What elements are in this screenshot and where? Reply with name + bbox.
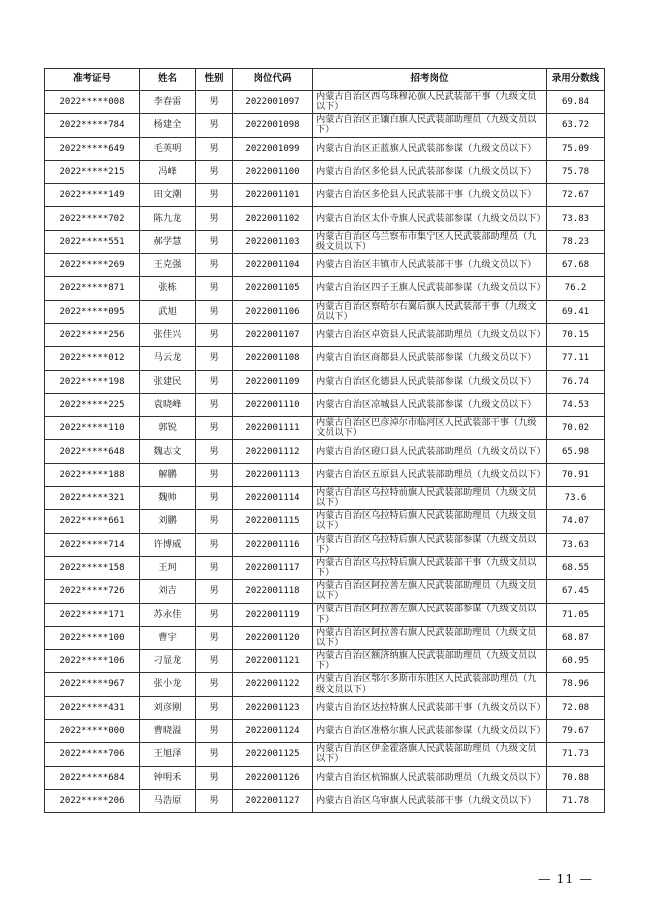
cell-post: 内蒙古自治区四子王旗人民武装部参谋（九级文员以下）	[313, 277, 547, 300]
cell-post-code: 2022001107	[233, 323, 313, 346]
cell-sex: 男	[196, 720, 233, 743]
cell-post: 内蒙古自治区卓资县人民武装部助理员（九级文员以下）	[313, 323, 547, 346]
cell-post-code: 2022001106	[233, 300, 313, 323]
cell-score: 68.55	[547, 556, 605, 579]
cell-sex: 男	[196, 487, 233, 510]
cell-score: 70.15	[547, 323, 605, 346]
cell-exam-id: 2022*****702	[45, 207, 140, 230]
cell-sex: 男	[196, 184, 233, 207]
cell-post: 内蒙古自治区阿拉善左旗人民武装部参谋（九级文员以下）	[313, 603, 547, 626]
cell-name: 陈九龙	[140, 207, 196, 230]
cell-post: 内蒙古自治区乌拉特后旗人民武装部干事（九级文员以下）	[313, 556, 547, 579]
cell-score: 71.05	[547, 603, 605, 626]
cell-post: 内蒙古自治区额济纳旗人民武装部助理员（九级文员以下）	[313, 650, 547, 673]
cell-sex: 男	[196, 696, 233, 719]
table-row	[45, 370, 605, 393]
cell-sex: 男	[196, 789, 233, 812]
cell-score: 78.96	[547, 673, 605, 696]
cell-exam-id: 2022*****649	[45, 137, 140, 160]
cell-post: 内蒙古自治区乌拉特前旗人民武装部助理员（九级文员以下）	[313, 487, 547, 510]
cell-post: 内蒙古自治区磴口县人民武装部助理员（九级文员以下）	[313, 440, 547, 463]
cell-post: 内蒙古自治区西乌珠穆沁旗人民武装部干事（九级文员以下）	[313, 91, 547, 114]
cell-post-code: 2022001122	[233, 673, 313, 696]
table-row	[45, 673, 605, 696]
cell-score: 79.67	[547, 720, 605, 743]
cell-exam-id: 2022*****206	[45, 789, 140, 812]
cell-name: 郭锐	[140, 417, 196, 440]
cell-post-code: 2022001118	[233, 580, 313, 603]
cell-post: 内蒙古自治区鄂尔多斯市东胜区人民武装部助理员（九级文员以下）	[313, 673, 547, 696]
cell-exam-id: 2022*****648	[45, 440, 140, 463]
cell-post-code: 2022001108	[233, 347, 313, 370]
cell-name: 杨建全	[140, 114, 196, 137]
table-row	[45, 463, 605, 486]
cell-sex: 男	[196, 463, 233, 486]
cell-post-code: 2022001104	[233, 254, 313, 277]
cell-sex: 男	[196, 347, 233, 370]
cell-post-code: 2022001117	[233, 556, 313, 579]
cell-sex: 男	[196, 254, 233, 277]
cell-score: 71.78	[547, 789, 605, 812]
cell-score: 69.84	[547, 91, 605, 114]
cell-name: 张佳兴	[140, 323, 196, 346]
cell-post-code: 2022001101	[233, 184, 313, 207]
cell-exam-id: 2022*****225	[45, 393, 140, 416]
cell-score: 71.73	[547, 743, 605, 766]
cell-sex: 男	[196, 393, 233, 416]
cell-post: 内蒙古自治区五原县人民武装部助理员（九级文员以下）	[313, 463, 547, 486]
cell-exam-id: 2022*****000	[45, 720, 140, 743]
cell-post-code: 2022001098	[233, 114, 313, 137]
cell-score: 70.91	[547, 463, 605, 486]
cell-exam-id: 2022*****008	[45, 91, 140, 114]
cell-name: 毛英明	[140, 137, 196, 160]
cell-exam-id: 2022*****110	[45, 417, 140, 440]
cell-post: 内蒙古自治区杭锦旗人民武装部助理员（九级文员以下）	[313, 766, 547, 789]
cell-name: 曹宇	[140, 626, 196, 649]
cell-post-code: 2022001114	[233, 487, 313, 510]
cell-name: 刁显龙	[140, 650, 196, 673]
table-row	[45, 696, 605, 719]
table-header	[45, 69, 605, 91]
table-row	[45, 626, 605, 649]
cell-sex: 男	[196, 580, 233, 603]
cell-post: 内蒙古自治区准格尔旗人民武装部参谋（九级文员以下）	[313, 720, 547, 743]
cell-score: 67.45	[547, 580, 605, 603]
table-body	[45, 91, 605, 813]
table-row	[45, 114, 605, 137]
table-row	[45, 440, 605, 463]
cell-name: 刘鹏	[140, 510, 196, 533]
cell-score: 65.98	[547, 440, 605, 463]
cell-post: 内蒙古自治区多伦县人民武装部参谋（九级文员以下）	[313, 160, 547, 183]
cell-exam-id: 2022*****215	[45, 160, 140, 183]
cell-name: 苏永佳	[140, 603, 196, 626]
cell-post: 内蒙古自治区乌审旗人民武装部干事（九级文员以下）	[313, 789, 547, 812]
cell-name: 冯峰	[140, 160, 196, 183]
table-row	[45, 743, 605, 766]
page-number: — 11 —	[538, 871, 593, 886]
cell-name: 张栋	[140, 277, 196, 300]
cell-post: 内蒙古自治区太仆寺旗人民武装部参谋（九级文员以下）	[313, 207, 547, 230]
table-row	[45, 789, 605, 812]
cell-exam-id: 2022*****967	[45, 673, 140, 696]
table-row	[45, 417, 605, 440]
cell-post-code: 2022001121	[233, 650, 313, 673]
cell-post: 内蒙古自治区正镶白旗人民武装部助理员（九级文员以下）	[313, 114, 547, 137]
cell-score: 72.67	[547, 184, 605, 207]
cell-exam-id: 2022*****256	[45, 323, 140, 346]
cell-exam-id: 2022*****784	[45, 114, 140, 137]
cell-post: 内蒙古自治区正蓝旗人民武装部参谋（九级文员以下）	[313, 137, 547, 160]
table-row	[45, 580, 605, 603]
cell-post-code: 2022001109	[233, 370, 313, 393]
cell-post-code: 2022001127	[233, 789, 313, 812]
table-row	[45, 393, 605, 416]
cell-exam-id: 2022*****726	[45, 580, 140, 603]
cell-name: 郝学慧	[140, 230, 196, 253]
cell-name: 王珂	[140, 556, 196, 579]
cell-score: 73.83	[547, 207, 605, 230]
table-row	[45, 160, 605, 183]
results-table	[44, 68, 605, 813]
cell-name: 武旭	[140, 300, 196, 323]
cell-post: 内蒙古自治区凉城县人民武装部参谋（九级文员以下）	[313, 393, 547, 416]
cell-exam-id: 2022*****321	[45, 487, 140, 510]
table-row	[45, 184, 605, 207]
cell-post: 内蒙古自治区察哈尔右翼后旗人民武装部干事（九级文员以下）	[313, 300, 547, 323]
cell-exam-id: 2022*****012	[45, 347, 140, 370]
cell-exam-id: 2022*****158	[45, 556, 140, 579]
cell-post-code: 2022001110	[233, 393, 313, 416]
cell-post-code: 2022001103	[233, 230, 313, 253]
cell-name: 解鹏	[140, 463, 196, 486]
table-row	[45, 487, 605, 510]
cell-post: 内蒙古自治区丰镇市人民武装部干事（九级文员以下）	[313, 254, 547, 277]
cell-sex: 男	[196, 510, 233, 533]
cell-post-code: 2022001097	[233, 91, 313, 114]
cell-name: 曹晓溢	[140, 720, 196, 743]
table-row	[45, 230, 605, 253]
cell-score: 72.08	[547, 696, 605, 719]
cell-exam-id: 2022*****431	[45, 696, 140, 719]
cell-exam-id: 2022*****269	[45, 254, 140, 277]
cell-name: 马浩原	[140, 789, 196, 812]
cell-post: 内蒙古自治区商都县人民武装部参谋（九级文员以下）	[313, 347, 547, 370]
cell-exam-id: 2022*****100	[45, 626, 140, 649]
cell-post: 内蒙古自治区阿拉善左旗人民武装部助理员（九级文员以下）	[313, 580, 547, 603]
cell-score: 75.09	[547, 137, 605, 160]
cell-exam-id: 2022*****106	[45, 650, 140, 673]
header-name: 姓名	[140, 69, 196, 91]
table-row	[45, 533, 605, 556]
cell-exam-id: 2022*****188	[45, 463, 140, 486]
cell-post: 内蒙古自治区乌兰察布市集宁区人民武装部助理员（九级文员以下）	[313, 230, 547, 253]
cell-sex: 男	[196, 230, 233, 253]
results-sheet	[44, 68, 604, 813]
cell-sex: 男	[196, 673, 233, 696]
cell-name: 王克强	[140, 254, 196, 277]
cell-score: 67.68	[547, 254, 605, 277]
cell-exam-id: 2022*****171	[45, 603, 140, 626]
table-row	[45, 254, 605, 277]
cell-name: 马云龙	[140, 347, 196, 370]
cell-score: 76.2	[547, 277, 605, 300]
cell-sex: 男	[196, 440, 233, 463]
cell-post-code: 2022001116	[233, 533, 313, 556]
cell-post-code: 2022001119	[233, 603, 313, 626]
cell-exam-id: 2022*****095	[45, 300, 140, 323]
cell-score: 60.95	[547, 650, 605, 673]
header-post: 招考岗位	[313, 69, 547, 91]
cell-sex: 男	[196, 370, 233, 393]
cell-exam-id: 2022*****714	[45, 533, 140, 556]
cell-post-code: 2022001102	[233, 207, 313, 230]
cell-post-code: 2022001099	[233, 137, 313, 160]
cell-post: 内蒙古自治区化德县人民武装部参谋（九级文员以下）	[313, 370, 547, 393]
cell-sex: 男	[196, 626, 233, 649]
cell-post-code: 2022001123	[233, 696, 313, 719]
cell-sex: 男	[196, 603, 233, 626]
cell-post-code: 2022001125	[233, 743, 313, 766]
cell-sex: 男	[196, 323, 233, 346]
cell-name: 刘吉	[140, 580, 196, 603]
cell-name: 许博威	[140, 533, 196, 556]
cell-name: 袁晓峰	[140, 393, 196, 416]
cell-score: 70.02	[547, 417, 605, 440]
cell-exam-id: 2022*****198	[45, 370, 140, 393]
cell-sex: 男	[196, 556, 233, 579]
cell-score: 76.74	[547, 370, 605, 393]
table-row	[45, 510, 605, 533]
cell-sex: 男	[196, 300, 233, 323]
cell-score: 74.53	[547, 393, 605, 416]
header-row	[45, 69, 605, 91]
table-row	[45, 207, 605, 230]
table-row	[45, 347, 605, 370]
cell-sex: 男	[196, 650, 233, 673]
cell-name: 李春雷	[140, 91, 196, 114]
cell-post: 内蒙古自治区乌拉特后旗人民武装部参谋（九级文员以下）	[313, 533, 547, 556]
table-row	[45, 650, 605, 673]
cell-sex: 男	[196, 743, 233, 766]
table-row	[45, 277, 605, 300]
header-id: 准考证号	[45, 69, 140, 91]
cell-score: 70.88	[547, 766, 605, 789]
cell-post-code: 2022001111	[233, 417, 313, 440]
table-row	[45, 91, 605, 114]
cell-name: 魏帅	[140, 487, 196, 510]
cell-name: 刘彦刚	[140, 696, 196, 719]
cell-post-code: 2022001124	[233, 720, 313, 743]
cell-name: 王旭泽	[140, 743, 196, 766]
table-row	[45, 137, 605, 160]
cell-post: 内蒙古自治区达拉特旗人民武装部干事（九级文员以下）	[313, 696, 547, 719]
cell-exam-id: 2022*****706	[45, 743, 140, 766]
cell-sex: 男	[196, 160, 233, 183]
header-sex: 性别	[196, 69, 233, 91]
cell-score: 63.72	[547, 114, 605, 137]
cell-score: 74.07	[547, 510, 605, 533]
cell-name: 张小龙	[140, 673, 196, 696]
cell-sex: 男	[196, 277, 233, 300]
cell-score: 68.87	[547, 626, 605, 649]
table-row	[45, 766, 605, 789]
cell-exam-id: 2022*****551	[45, 230, 140, 253]
cell-score: 73.6	[547, 487, 605, 510]
cell-post-code: 2022001120	[233, 626, 313, 649]
cell-exam-id: 2022*****871	[45, 277, 140, 300]
cell-post-code: 2022001113	[233, 463, 313, 486]
cell-score: 73.63	[547, 533, 605, 556]
cell-name: 钟明禾	[140, 766, 196, 789]
cell-name: 张建民	[140, 370, 196, 393]
cell-post: 内蒙古自治区伊金霍洛旗人民武装部助理员（九级文员以下）	[313, 743, 547, 766]
cell-post: 内蒙古自治区巴彦淖尔市临河区人民武装部干事（九级文员以下）	[313, 417, 547, 440]
cell-score: 75.78	[547, 160, 605, 183]
cell-post-code: 2022001112	[233, 440, 313, 463]
cell-post: 内蒙古自治区阿拉善右旗人民武装部助理员（九级文员以下）	[313, 626, 547, 649]
cell-sex: 男	[196, 137, 233, 160]
cell-name: 田文潮	[140, 184, 196, 207]
cell-post-code: 2022001126	[233, 766, 313, 789]
cell-score: 78.23	[547, 230, 605, 253]
cell-name: 魏志文	[140, 440, 196, 463]
table-row	[45, 556, 605, 579]
cell-sex: 男	[196, 207, 233, 230]
table-row	[45, 323, 605, 346]
cell-exam-id: 2022*****661	[45, 510, 140, 533]
table-row	[45, 300, 605, 323]
cell-exam-id: 2022*****684	[45, 766, 140, 789]
cell-sex: 男	[196, 766, 233, 789]
cell-sex: 男	[196, 417, 233, 440]
cell-post: 内蒙古自治区乌拉特后旗人民武装部助理员（九级文员以下）	[313, 510, 547, 533]
table-row	[45, 603, 605, 626]
cell-post-code: 2022001100	[233, 160, 313, 183]
cell-sex: 男	[196, 91, 233, 114]
header-code: 岗位代码	[233, 69, 313, 91]
cell-post-code: 2022001115	[233, 510, 313, 533]
cell-post: 内蒙古自治区多伦县人民武装部干事（九级文员以下）	[313, 184, 547, 207]
cell-post-code: 2022001105	[233, 277, 313, 300]
cell-sex: 男	[196, 114, 233, 137]
header-score: 录用分数线	[547, 69, 605, 91]
cell-exam-id: 2022*****149	[45, 184, 140, 207]
cell-score: 69.41	[547, 300, 605, 323]
cell-score: 77.11	[547, 347, 605, 370]
cell-sex: 男	[196, 533, 233, 556]
table-row	[45, 720, 605, 743]
